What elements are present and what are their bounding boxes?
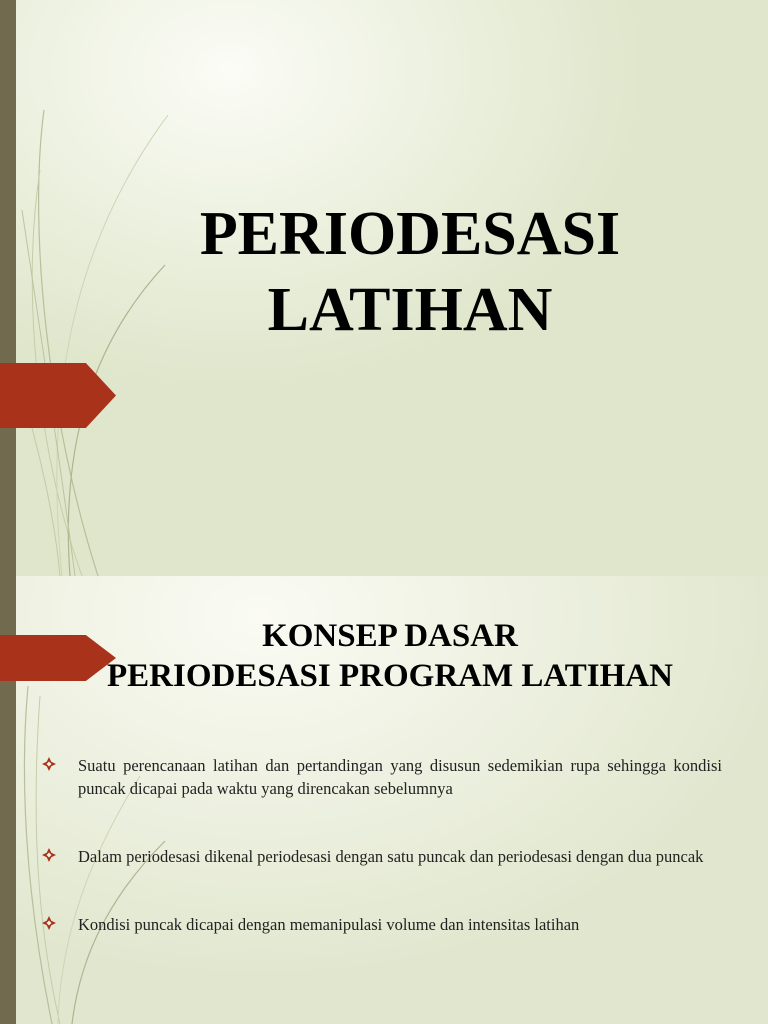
content-slide — [0, 576, 768, 1024]
diamond-flower-icon — [42, 757, 56, 771]
bullet-text: Kondisi puncak dicapai dengan memanipulasi volume dan intensitas latihan — [78, 915, 580, 934]
bullet-text: Dalam periodesasi dikenal periodesasi dengan satu puncak dan periodesasi dengan dua puncak — [78, 847, 704, 866]
bullet-text: Suatu perencanaan latihan dan pertandingan yang disusun sedemikian rupa sehingga kondisi puncak dicapai pada waktu yang direncakan sebelumnya — [78, 756, 722, 798]
slide-title-line-1: PERIODESASI — [199, 200, 621, 268]
list-item — [42, 913, 722, 936]
diamond-flower-icon — [42, 848, 56, 862]
slide-heading-line-1: KONSEP DASAR — [262, 618, 518, 654]
slide-title — [100, 196, 720, 348]
sidebar-accent-bar — [0, 0, 16, 576]
diamond-flower-icon — [42, 916, 56, 930]
list-item — [42, 845, 722, 868]
bullet-list — [42, 754, 722, 936]
slide-title-line-2: LATIHAN — [267, 276, 553, 344]
slide-heading — [20, 616, 760, 696]
list-item — [42, 754, 722, 800]
slide-heading-line-2: PERIODESASI PROGRAM LATIHAN — [107, 658, 673, 694]
